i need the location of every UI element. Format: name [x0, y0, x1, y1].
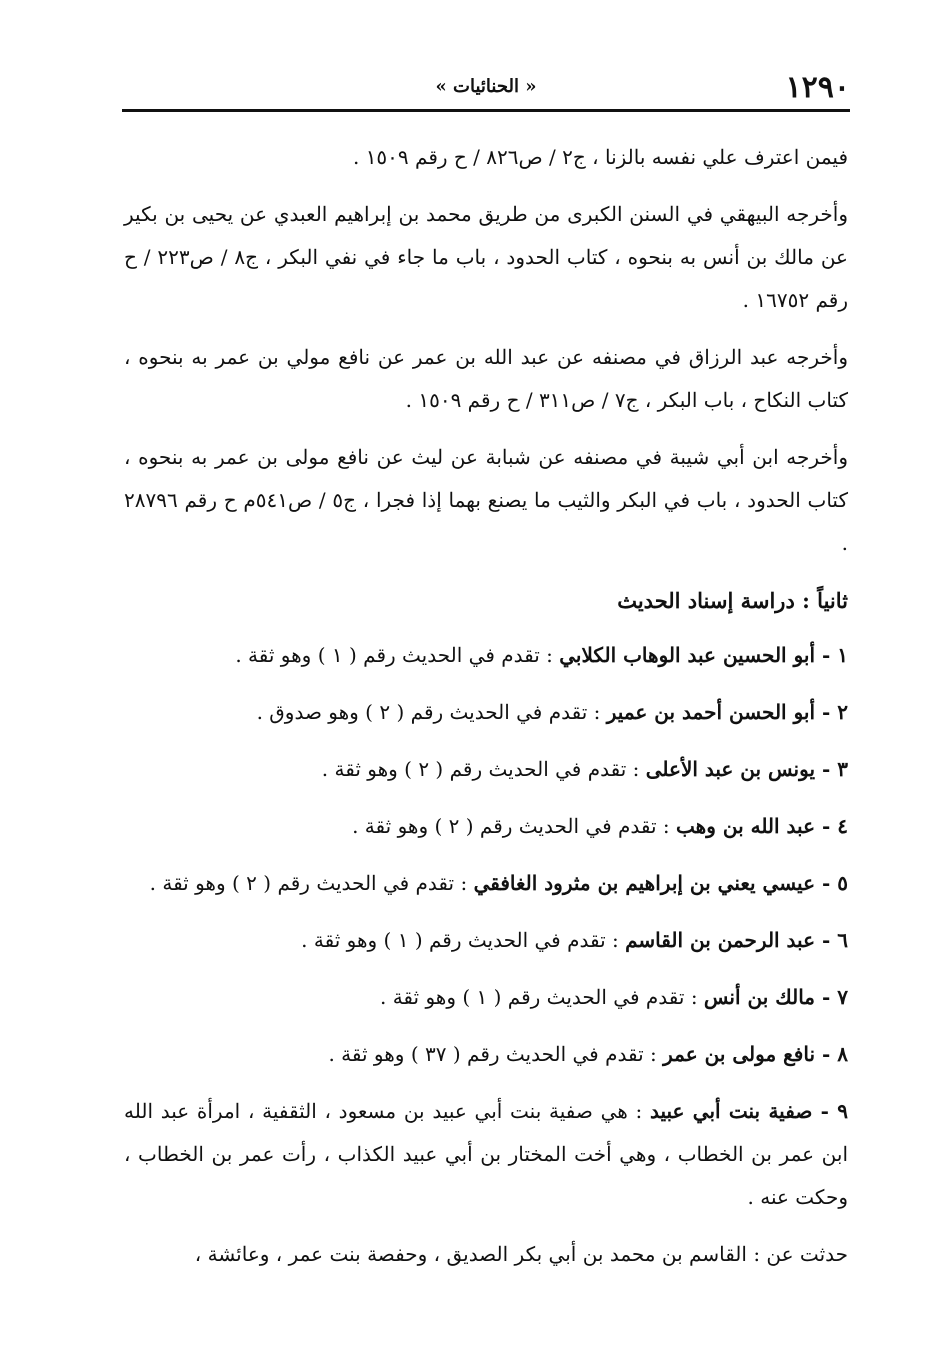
page-number: ١٢٩٠	[785, 70, 850, 105]
narrator-name: ١ - أبو الحسين عبد الوهاب الكلابي	[559, 643, 848, 667]
paragraph-2: وأخرجه البيهقي في السنن الكبرى من طريق محمد بن إبراهيم العبدي عن يحيى بن بكير عن مالك بن أنس به بنحوه ، كتاب الحدود ، باب ما جاء في نفي البكر ، ج٨ / ص٢٢٣ / ح رقم ١٦٧٥٢ .	[124, 202, 848, 312]
narrator-desc: : تقدم في الحديث رقم ( ١ ) وهو ثقة .	[301, 928, 626, 952]
narrator-item	[124, 919, 848, 962]
paragraph-3: وأخرجه عبد الرزاق في مصنفه عن عبد الله بن عمر عن نافع مولي بن عمر به بنحوه ، كتاب النكاح ، باب البكر ، ج٧ / ص٣١١ / ح رقم ١٥٠٩ .	[124, 345, 848, 412]
narrator-item	[124, 691, 848, 734]
narrator-name: ٨ - نافع مولى بن عمر	[663, 1042, 848, 1066]
narrator-desc: : تقدم في الحديث رقم ( ٢ ) وهو صدوق .	[256, 700, 607, 724]
narrator-item	[124, 748, 848, 791]
narrator-desc: : هي صفية بنت أبي عبيد بن مسعود ، الثقفية ، امرأة عبد الله ابن عمر بن الخطاب ، وهي أخت المختار بن أبي عبيد الكذاب ، رأت عمر بن الخطاب ، وحكت عنه .	[124, 1099, 848, 1209]
paragraph-4: وأخرجه ابن أبي شيبة في مصنفه عن شبابة عن ليث عن نافع مولى بن عمر به بنحوه ، كتاب الحدود ، باب في البكر والثيب ما يصنع بهما إذا فجرا ، ج٥ / ص٥٤١م ح رقم ٢٨٧٩٦ .	[124, 445, 848, 555]
narrator-desc: : تقدم في الحديث رقم ( ١ ) وهو ثقة .	[235, 643, 560, 667]
narrator-name: ٢ - أبو الحسن أحمد بن عمير	[606, 700, 848, 724]
page-body	[124, 136, 848, 1290]
narrator-name: ٩ - صفية بنت أبي عبيد	[649, 1099, 848, 1123]
narrator-desc: : تقدم في الحديث رقم ( ٢ ) وهو ثقة .	[149, 871, 474, 895]
narrator-name: ٣ - يونس بن عبد الأعلى	[645, 757, 848, 781]
header-rule	[122, 109, 850, 112]
narrator-name: ٥ - عيسي يعني بن إبراهيم بن مثرود الغافقي	[473, 871, 848, 895]
narrator-item	[124, 1090, 848, 1219]
running-title: « الحنائيات »	[435, 76, 537, 97]
narrator-item	[124, 976, 848, 1019]
narrator-desc: : تقدم في الحديث رقم ( ٢ ) وهو ثقة .	[352, 814, 677, 838]
narrator-name: ٦ - عبد الرحمن بن القاسم	[625, 928, 848, 952]
narrator-name: ٤ - عبد الله بن وهب	[676, 814, 848, 838]
section-title: ثانياً : دراسة إسناد الحديث	[617, 588, 848, 613]
narrator-desc: : تقدم في الحديث رقم ( ٣٧ ) وهو ثقة .	[328, 1042, 664, 1066]
narrator-item	[124, 1033, 848, 1076]
narrator-item	[124, 862, 848, 905]
narrator-name: ٧ - مالك بن أنس	[703, 985, 848, 1009]
narrator-item	[124, 634, 848, 677]
paragraph-1: فيمن اعترف علي نفسه بالزنا ، ج٢ / ص٨٢٦ / ح رقم ١٥٠٩ .	[352, 145, 848, 169]
narrator-desc: : تقدم في الحديث رقم ( ٢ ) وهو ثقة .	[321, 757, 646, 781]
final-paragraph: حدثت عن : القاسم بن محمد بن أبي بكر الصديق ، وحفصة بنت عمر ، وعائشة ،	[194, 1242, 848, 1266]
narrator-desc: : تقدم في الحديث رقم ( ١ ) وهو ثقة .	[379, 985, 704, 1009]
narrator-item	[124, 805, 848, 848]
page-header	[122, 66, 850, 106]
